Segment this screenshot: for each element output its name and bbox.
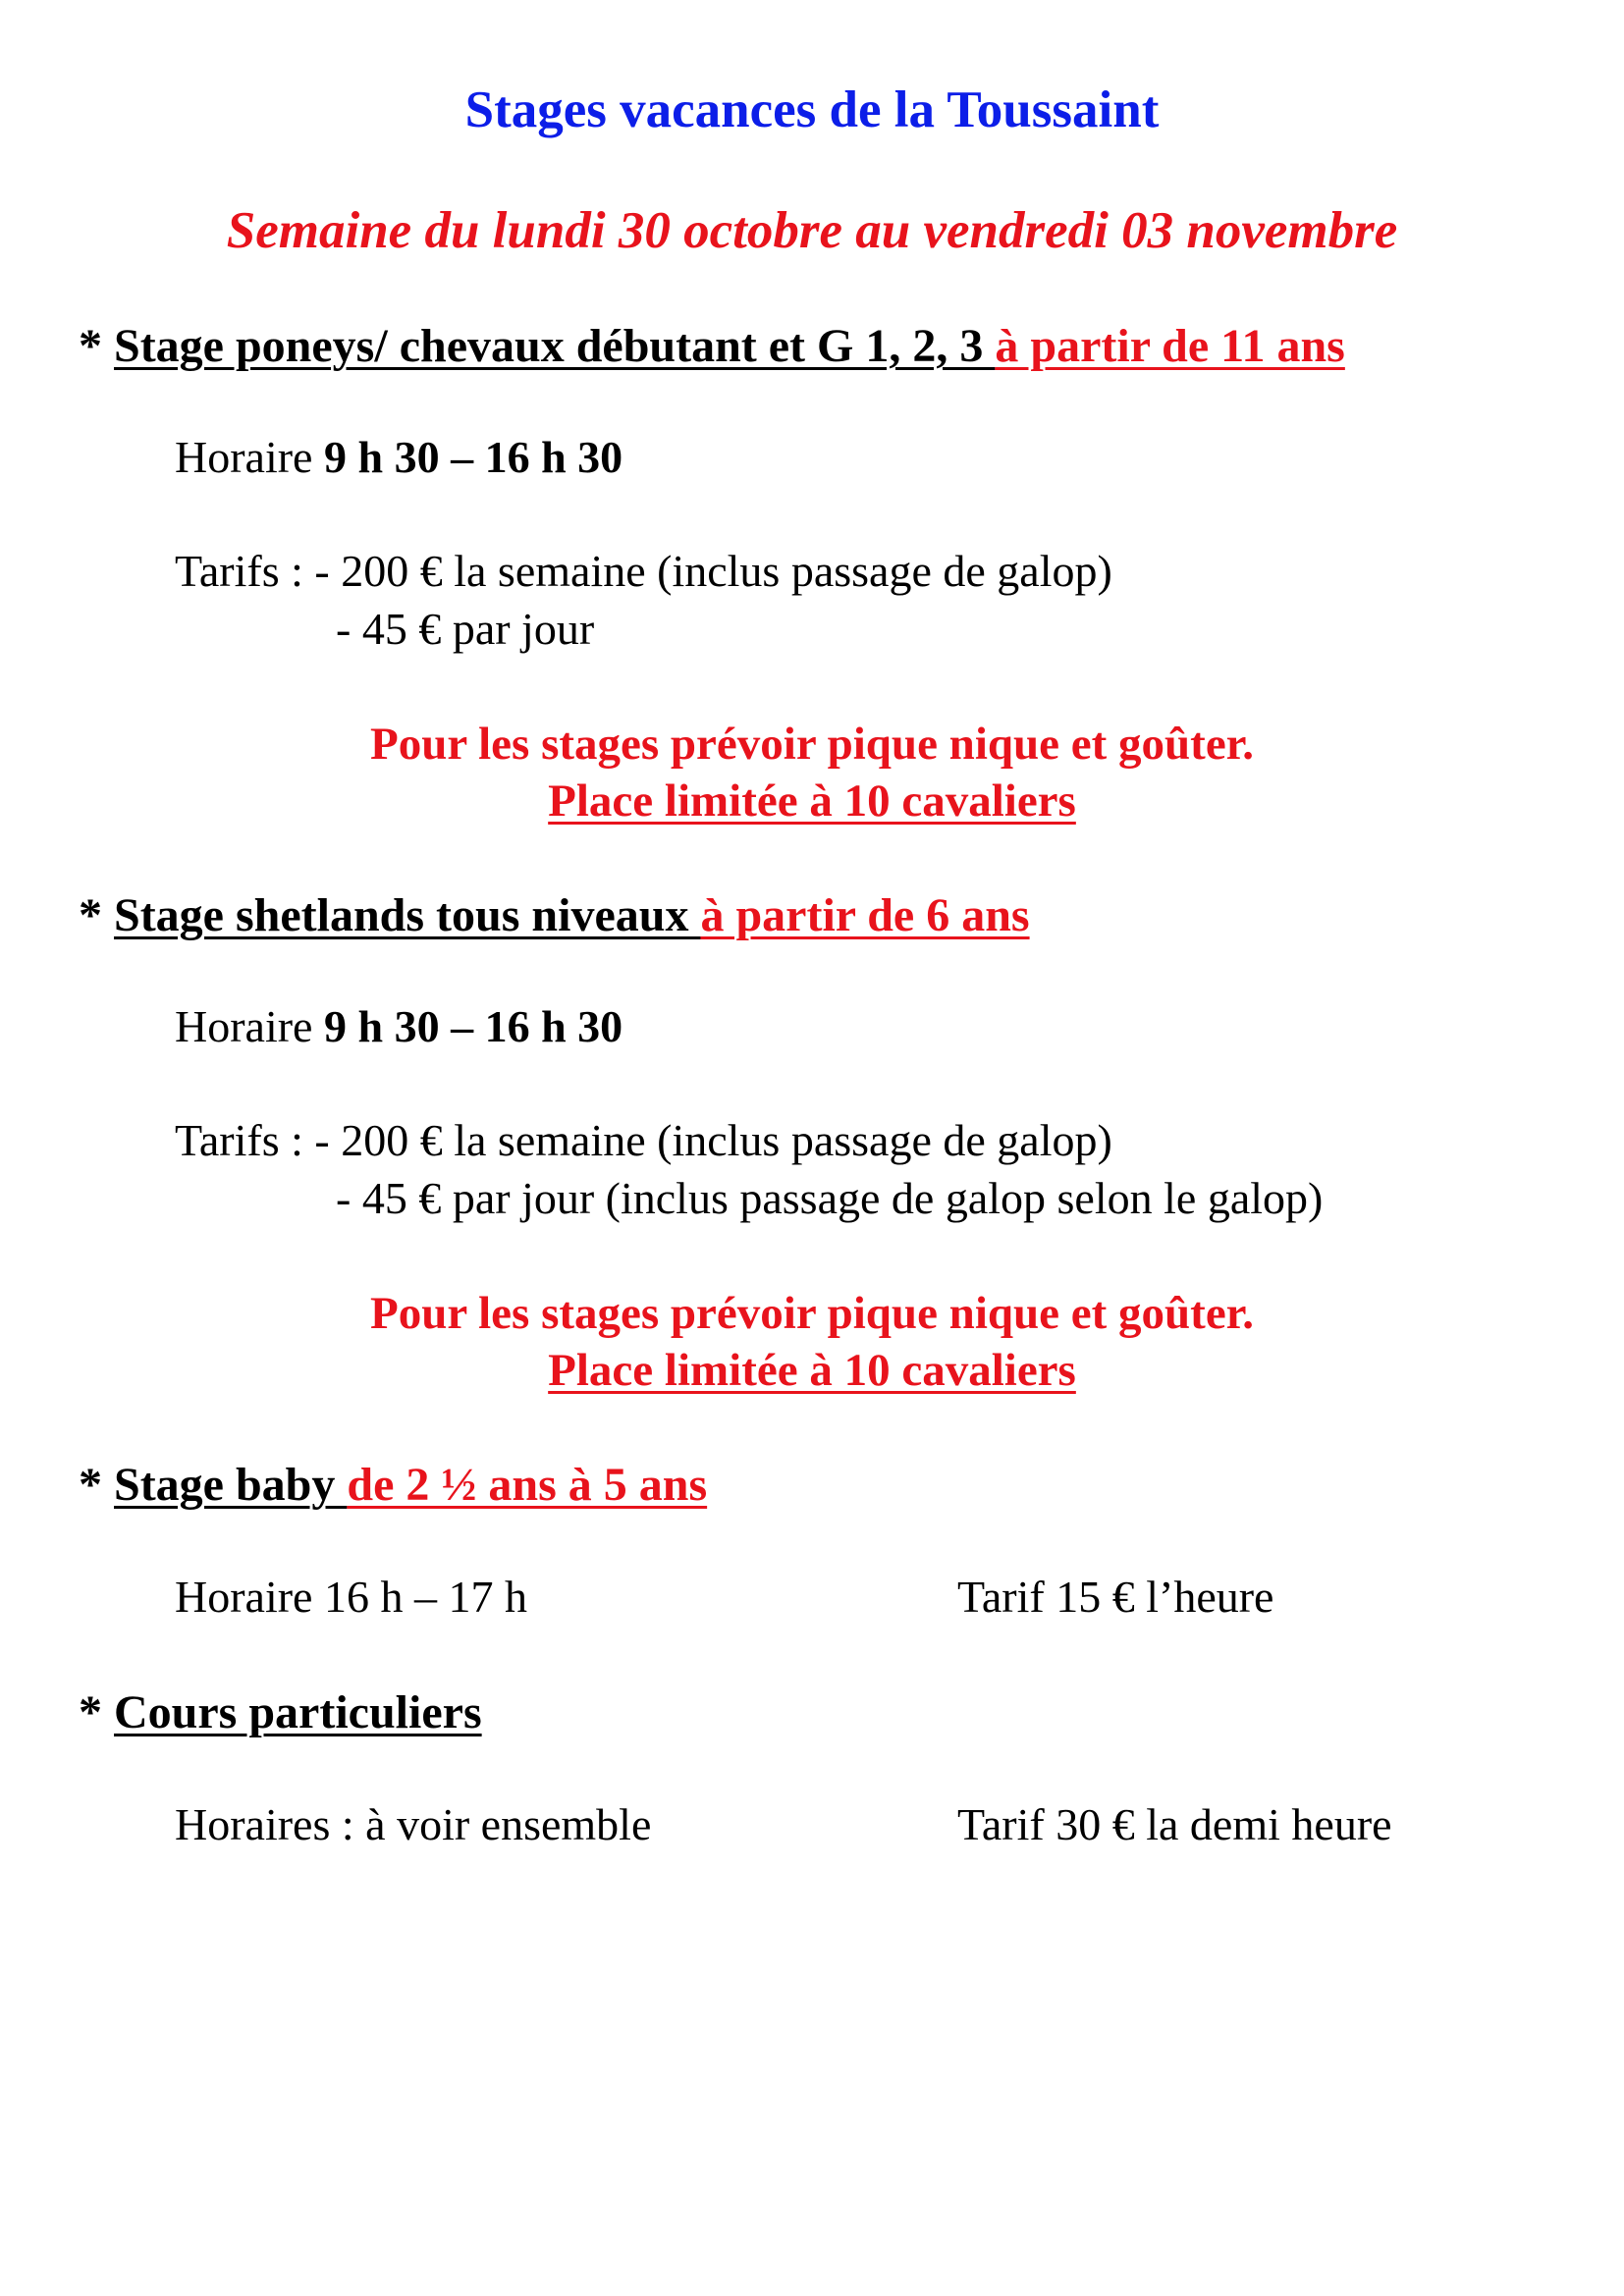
section-heading-poneys <box>79 319 1345 373</box>
horaire-label: Horaire <box>175 1001 324 1051</box>
page-subtitle: Semaine du lundi 30 octobre au vendredi 03 novembre <box>226 202 1398 259</box>
section-title: Stage shetlands tous niveaux <box>114 889 701 941</box>
section-age: de 2 ½ ans à 5 ans <box>347 1459 708 1511</box>
section-heading-shetlands <box>79 888 1030 942</box>
tarifs-line <box>175 1115 1112 1167</box>
horaire-label: Horaire <box>175 432 324 482</box>
horaire-value: 9 h 30 – 16 h 30 <box>323 432 623 482</box>
note-picnic: Pour les stages prévoir pique nique et goûter. <box>370 1288 1254 1339</box>
bullet: * <box>79 1686 114 1738</box>
tarif-week: - 200 € la semaine (inclus passage de galop) <box>314 546 1112 596</box>
horaire-line <box>175 1001 623 1053</box>
section-title: Stage baby <box>114 1459 348 1511</box>
tarif-day: - 45 € par jour <box>336 604 595 654</box>
tarif-week: - 200 € la semaine (inclus passage de galop) <box>314 1115 1112 1165</box>
horaire-line: Horaire 16 h – 17 h <box>175 1572 527 1622</box>
section-age: à partir de 11 ans <box>995 320 1345 372</box>
tarifs-label: Tarifs : <box>175 1115 315 1165</box>
tarif-day: - 45 € par jour (inclus passage de galop selon le galop) <box>336 1173 1324 1223</box>
note-limit <box>0 1344 1624 1397</box>
note-limit-text: Place limitée à 10 cavaliers <box>548 1345 1076 1396</box>
note-limit-text: Place limitée à 10 cavaliers <box>548 775 1076 827</box>
note-picnic: Pour les stages prévoir pique nique et goûter. <box>370 719 1254 770</box>
section-title: Stage poneys/ chevaux débutant et G 1, 2, 3 <box>114 320 996 372</box>
bullet: * <box>79 320 114 372</box>
bullet: * <box>79 889 114 941</box>
tarifs-line <box>175 546 1112 598</box>
tarif-line: Tarif 15 € l’heure <box>957 1572 1274 1622</box>
note-limit <box>0 774 1624 828</box>
tarifs-label: Tarifs : <box>175 546 315 596</box>
section-title: Cours particuliers <box>114 1686 482 1738</box>
horaire-line: Horaires : à voir ensemble <box>175 1799 652 1849</box>
section-heading-baby <box>79 1458 707 1512</box>
tarif-line: Tarif 30 € la demi heure <box>957 1799 1392 1849</box>
section-age: à partir de 6 ans <box>700 889 1030 941</box>
horaire-line <box>175 432 623 484</box>
horaire-value: 9 h 30 – 16 h 30 <box>323 1001 623 1051</box>
bullet: * <box>79 1459 114 1511</box>
page-title: Stages vacances de la Toussaint <box>464 81 1160 138</box>
section-heading-cours <box>79 1685 482 1739</box>
